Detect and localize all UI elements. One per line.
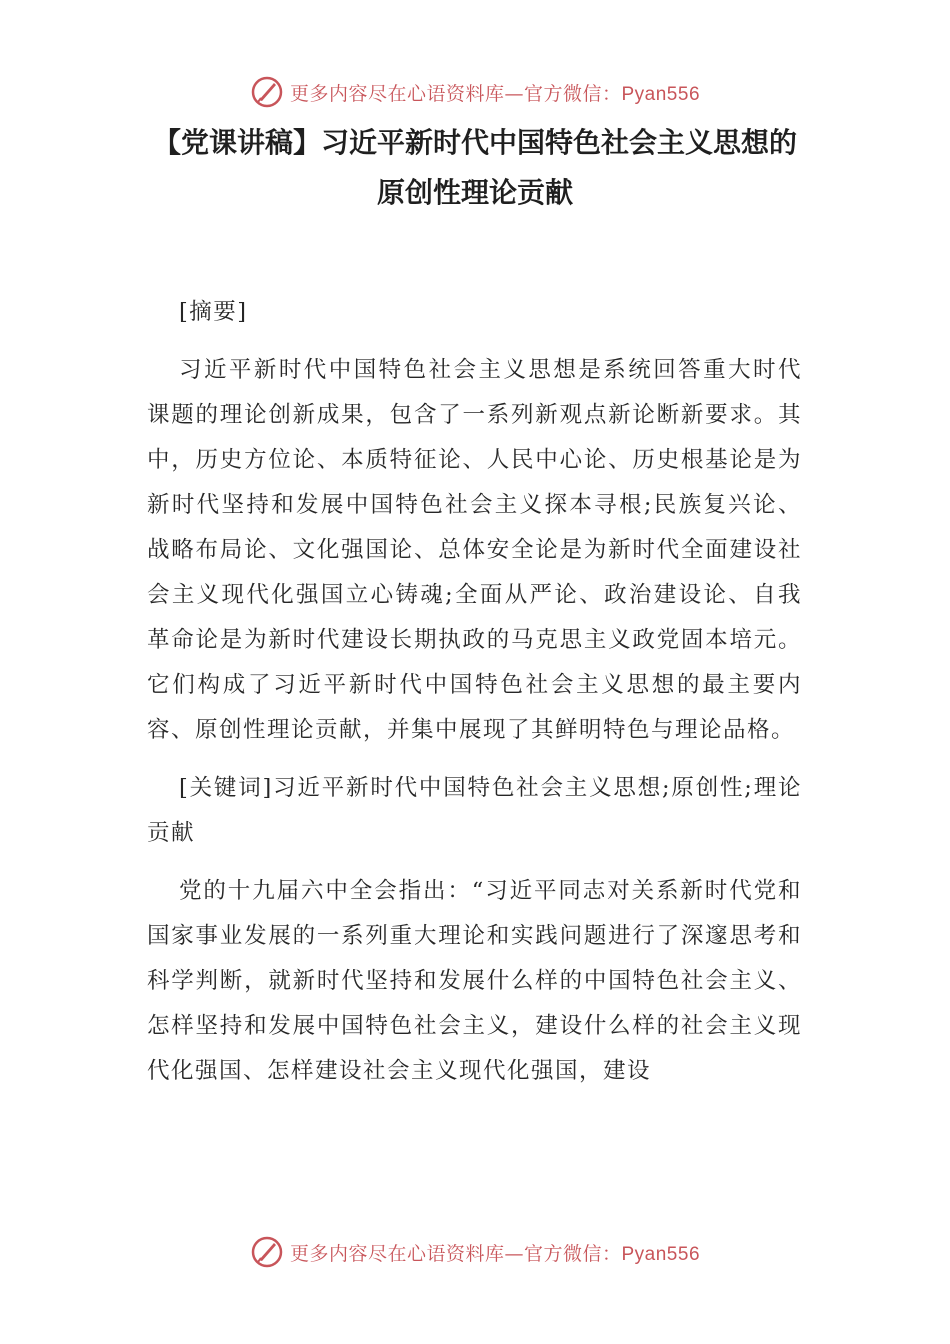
keywords-paragraph: [关键词]习近平新时代中国特色社会主义思想;原创性;理论贡献 [147, 775, 802, 846]
document-title: 【党课讲稿】习近平新时代中国特色社会主义思想的原创性理论贡献 [152, 126, 797, 209]
quill-logo-icon [250, 75, 284, 109]
body-paragraph: 党的十九届六中全会指出：“习近平同志对关系新时代党和国家事业发展的一系列重大理论和实践问题进行了深邃思考和科学判断，就新时代坚持和发展什么样的中国特色社会主义、怎样坚持和发展中国特色社会主义，建设什么样的社会主义现代化强国、怎样建设社会主义现代化强国，建设 [147, 878, 802, 1084]
watermark-text: 更多内容尽在心语资料库—官方微信：Pyan556 [289, 1242, 701, 1265]
watermark-text: 更多内容尽在心语资料库—官方微信：Pyan556 [289, 82, 701, 105]
quill-logo-icon [250, 1235, 284, 1269]
summary-label: [摘要] [179, 299, 248, 325]
header-watermark [0, 72, 950, 112]
summary-paragraph: 习近平新时代中国特色社会主义思想是系统回答重大时代课题的理论创新成果，包含了一系列新观点新论断新要求。其中，历史方位论、本质特征论、人民中心论、历史根基论是为新时代坚持和发展中国特色社会主义探本寻根;民族复兴论、战略布局论、文化强国论、总体安全论是为新时代全面建设社会主义现代化强国立心铸魂;全面从严论、政治建设论、自我革命论是为新时代建设长期执政的马克思主义政党固本培元。它们构成了习近平新时代中国特色社会主义思想的最主要内容、原创性理论贡献，并集中展现了其鲜明特色与理论品格。 [147, 357, 802, 743]
document-body [147, 290, 802, 1107]
watermark-wechat-id: Pyan556 [621, 83, 701, 105]
watermark-wechat-id: Pyan556 [621, 1243, 701, 1265]
footer-watermark [0, 1232, 950, 1272]
